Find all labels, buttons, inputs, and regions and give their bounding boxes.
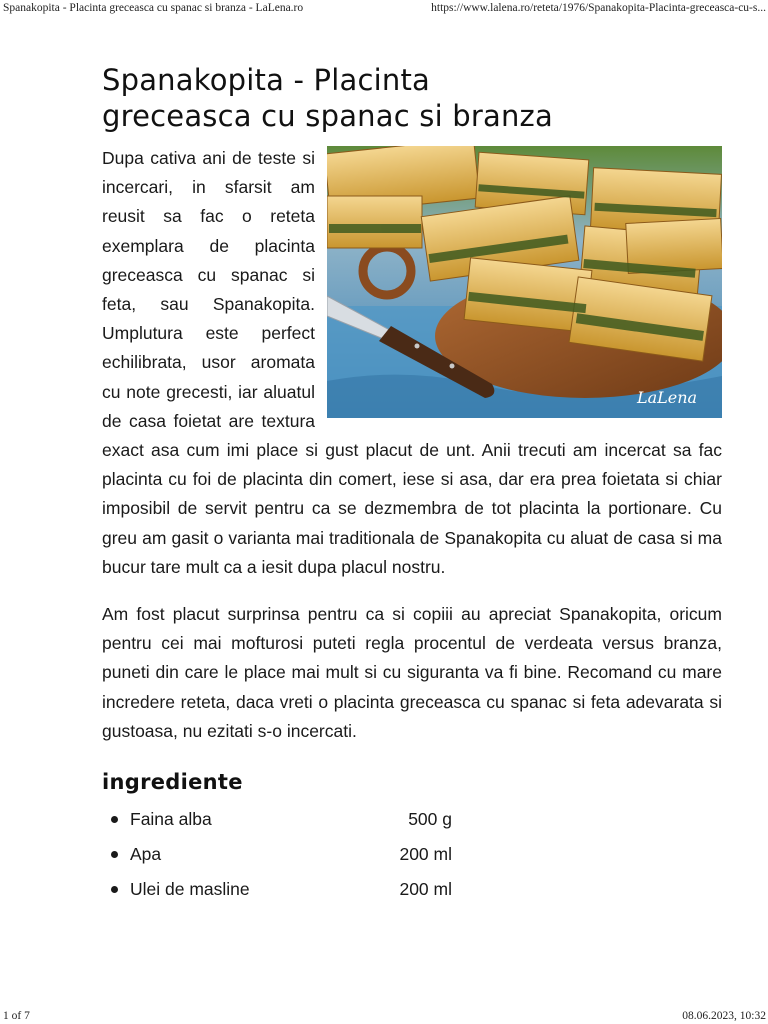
print-url: https://www.lalena.ro/reteta/1976/Spanakopita-Placinta-greceasca-cu-s... xyxy=(431,2,766,14)
recipe-title-line-1: Spanakopita - Placinta xyxy=(102,63,430,97)
print-datetime: 08.06.2023, 10:32 xyxy=(682,1010,766,1022)
bullet-icon xyxy=(111,851,118,858)
ingredient-item xyxy=(102,802,452,837)
bullet-icon xyxy=(111,886,118,893)
recipe-title xyxy=(102,62,722,134)
recipe-photo xyxy=(327,146,722,418)
ingredient-name: Faina alba xyxy=(130,809,212,830)
photo-watermark: LaLena xyxy=(636,388,698,407)
print-page-title: Spanakopita - Placinta greceasca cu spanac si branza - LaLena.ro xyxy=(3,2,304,14)
print-header xyxy=(0,0,768,16)
ingredients-list xyxy=(102,802,722,907)
ingredient-name: Ulei de masline xyxy=(130,879,250,900)
ingredient-quantity: 500 g xyxy=(408,809,452,830)
ingredients-heading: ingrediente xyxy=(102,770,243,795)
ingredient-item xyxy=(102,872,452,907)
ingredient-item xyxy=(102,837,452,872)
intro-section xyxy=(102,144,722,582)
bullet-icon xyxy=(111,816,118,823)
ingredient-quantity: 200 ml xyxy=(399,844,452,865)
ingredient-name: Apa xyxy=(130,844,162,865)
second-paragraph: Am fost placut surprinsa pentru ca si copiii au apreciat Spanakopita, oricum pentru cei mai mofturosi puteti regla procentul de verdeata versus branza, puneti din care le place mai mult si cu siguranta va fi bine. Recomand cu mare incredere reteta, daca vreti o placinta greceasca cu spanac si feta adevarata si gustoasa, nu ezitati s-o incercati. xyxy=(102,604,722,741)
article xyxy=(102,62,722,907)
ingredient-quantity: 200 ml xyxy=(399,879,452,900)
print-footer xyxy=(0,1008,768,1024)
page-number: 1 of 7 xyxy=(3,1010,30,1022)
intro-paragraph: Dupa cativa ani de teste si incercari, in sfarsit am reusit sa fac o reteta exemplara de placinta greceasca cu spanac si feta, sau Spanakopita. Umplutura este perfect echilibrata, usor aromata cu note grecesti, iar aluatul de casa foietat are textura exact asa cum imi place si gust placut de unt. Anii trecuti am incercat sa fac placinta cu foi de placinta din comert, iese si asa, dar era prea foietata si chiar imposibil de servit pentru ca se dezmembra de tot placinta la portionare. Cu greu am gasit o varianta mai traditionala de Spanakopita cu aluat de casa si ma bucur tare mult ca a iesit dupa placul nostru. xyxy=(102,148,722,577)
recipe-title-line-2: greceasca cu spanac si branza xyxy=(102,99,553,133)
